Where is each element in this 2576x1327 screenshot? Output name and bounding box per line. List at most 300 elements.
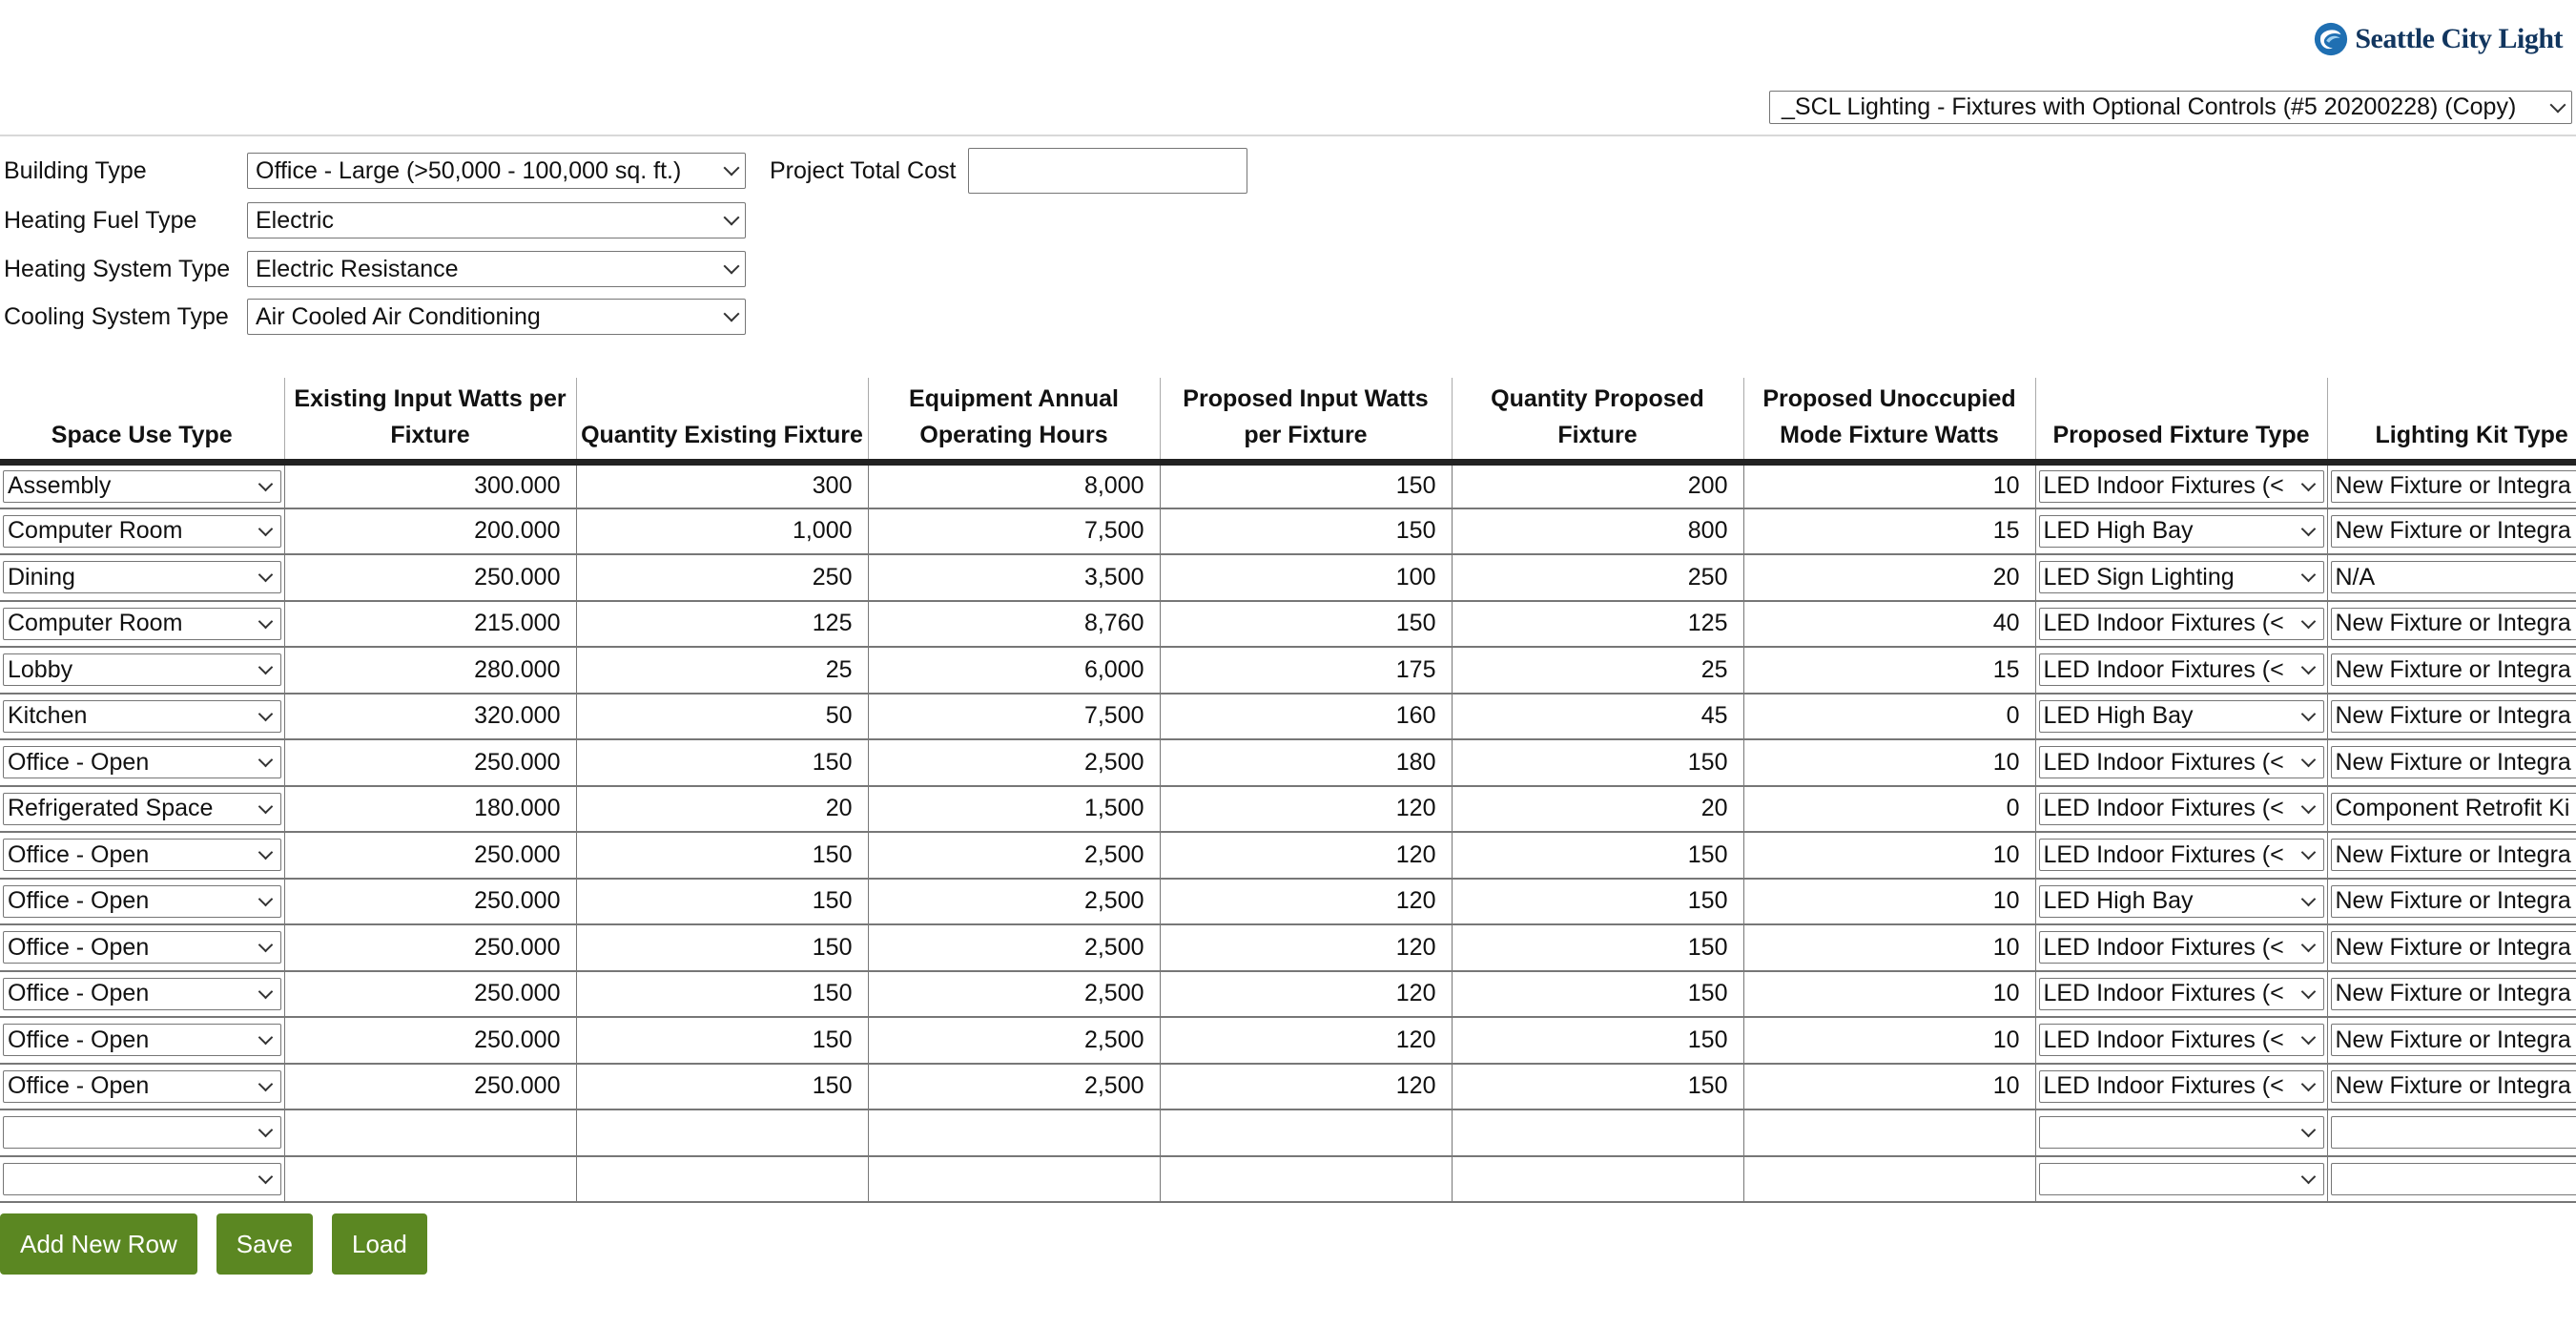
seattle-city-light-logo — [2313, 21, 2563, 57]
proposed-input-watts-cell[interactable]: 120 — [1160, 879, 1452, 925]
proposed-fixture-type-select[interactable] — [2039, 839, 2324, 871]
space-use-type-value: Office - Open — [8, 840, 150, 868]
proposed-fixture-type-select[interactable] — [2039, 1163, 2324, 1195]
column-header-proposed-input-watts: Proposed Input Watts per Fixture — [1160, 378, 1452, 462]
annual-operating-hours-cell[interactable]: 2,500 — [868, 739, 1160, 786]
chevron-down-icon — [258, 938, 273, 953]
cooling-system-type-select[interactable] — [247, 299, 746, 335]
space-use-type-value: Office - Open — [8, 1026, 150, 1053]
annual-operating-hours-cell[interactable]: 1,500 — [868, 786, 1160, 833]
chevron-down-icon — [258, 568, 273, 583]
heating-system-type-value: Electric Resistance — [256, 255, 459, 282]
existing-input-watts-cell[interactable]: 250.000 — [284, 739, 576, 786]
proposed-fixture-type-cell — [2035, 462, 2327, 508]
quantity-proposed-cell[interactable]: 125 — [1452, 601, 1743, 648]
proposed-input-watts-cell[interactable]: 150 — [1160, 508, 1452, 555]
space-use-type-cell — [0, 1017, 284, 1064]
proposed-fixture-type-value: LED Indoor Fixtures (< — [2043, 1026, 2284, 1053]
chevron-down-icon — [258, 798, 273, 814]
proposed-input-watts-cell[interactable]: 120 — [1160, 786, 1452, 833]
proposed-input-watts-cell[interactable]: 100 — [1160, 554, 1452, 601]
table-row — [0, 971, 2576, 1018]
proposed-fixture-type-select[interactable] — [2039, 653, 2324, 686]
chevron-down-icon — [2300, 476, 2316, 491]
cooling-system-type-label: Cooling System Type — [4, 302, 229, 330]
space-use-type-select[interactable] — [3, 561, 281, 593]
chevron-down-icon — [258, 476, 273, 491]
chevron-down-icon — [258, 891, 273, 906]
existing-input-watts-cell[interactable] — [284, 1109, 576, 1156]
lighting-kit-type-select[interactable] — [2331, 470, 2576, 503]
lighting-kit-type-value: New Fixture or Integra — [2335, 840, 2571, 868]
chevron-down-icon — [258, 1030, 273, 1046]
proposed-fixture-type-cell — [2035, 786, 2327, 833]
proposed-fixture-type-select[interactable] — [2039, 1070, 2324, 1103]
existing-input-watts-cell[interactable] — [284, 1156, 576, 1203]
space-use-type-select[interactable] — [3, 839, 281, 871]
lighting-kit-type-cell — [2327, 1064, 2576, 1110]
space-use-type-select[interactable] — [3, 978, 281, 1010]
quantity-proposed-cell[interactable]: 150 — [1452, 879, 1743, 925]
space-use-type-select[interactable] — [3, 931, 281, 964]
heating-fuel-type-label: Heating Fuel Type — [4, 206, 197, 234]
lighting-kit-type-cell — [2327, 647, 2576, 694]
unoccupied-mode-watts-cell[interactable]: 0 — [1743, 786, 2035, 833]
proposed-fixture-type-cell — [2035, 924, 2327, 971]
chevron-down-icon — [724, 259, 740, 275]
annual-operating-hours-cell[interactable]: 7,500 — [868, 694, 1160, 740]
space-use-type-cell — [0, 739, 284, 786]
quantity-existing-cell[interactable]: 250 — [576, 554, 868, 601]
unoccupied-mode-watts-cell[interactable]: 40 — [1743, 601, 2035, 648]
lighting-kit-type-cell — [2327, 508, 2576, 555]
proposed-fixture-type-value: LED Sign Lighting — [2043, 563, 2235, 591]
existing-input-watts-cell[interactable]: 250.000 — [284, 971, 576, 1018]
space-use-type-value: Computer Room — [8, 610, 183, 637]
unoccupied-mode-watts-cell[interactable]: 10 — [1743, 971, 2035, 1018]
lighting-kit-type-value: New Fixture or Integra — [2335, 702, 2571, 730]
space-use-type-value: Refrigerated Space — [8, 795, 214, 822]
proposed-input-watts-cell[interactable] — [1160, 1156, 1452, 1203]
heating-fuel-type-select[interactable] — [247, 202, 746, 238]
unoccupied-mode-watts-cell[interactable]: 10 — [1743, 1017, 2035, 1064]
quantity-existing-cell[interactable]: 150 — [576, 832, 868, 879]
chevron-down-icon — [2300, 568, 2316, 583]
space-use-type-cell — [0, 971, 284, 1018]
table-row — [0, 1017, 2576, 1064]
chevron-down-icon — [258, 521, 273, 536]
proposed-fixture-type-select[interactable] — [2039, 700, 2324, 733]
proposed-fixture-type-value: LED Indoor Fixtures (< — [2043, 933, 2284, 961]
heating-system-type-select[interactable] — [247, 251, 746, 287]
quantity-existing-cell[interactable]: 25 — [576, 647, 868, 694]
quantity-existing-cell[interactable]: 150 — [576, 1064, 868, 1110]
unoccupied-mode-watts-cell[interactable]: 10 — [1743, 739, 2035, 786]
annual-operating-hours-cell[interactable]: 2,500 — [868, 832, 1160, 879]
quantity-proposed-cell[interactable]: 150 — [1452, 1017, 1743, 1064]
table-row — [0, 786, 2576, 833]
template-select-value: _SCL Lighting - Fixtures with Optional Controls (#5 20200228) (Copy) — [1782, 93, 2517, 120]
quantity-existing-cell[interactable] — [576, 1156, 868, 1203]
proposed-input-watts-cell[interactable]: 160 — [1160, 694, 1452, 740]
proposed-input-watts-cell[interactable]: 120 — [1160, 971, 1452, 1018]
quantity-proposed-cell[interactable]: 20 — [1452, 786, 1743, 833]
space-use-type-cell — [0, 832, 284, 879]
existing-input-watts-cell[interactable]: 280.000 — [284, 647, 576, 694]
space-use-type-value: Office - Open — [8, 887, 150, 915]
lighting-kit-type-value: New Fixture or Integra — [2335, 748, 2571, 776]
annual-operating-hours-cell[interactable]: 2,500 — [868, 971, 1160, 1018]
proposed-fixture-type-cell — [2035, 554, 2327, 601]
quantity-existing-cell[interactable]: 150 — [576, 971, 868, 1018]
chevron-down-icon — [2300, 706, 2316, 721]
chevron-down-icon — [258, 1123, 273, 1138]
space-use-type-value: Office - Open — [8, 748, 150, 776]
proposed-fixture-type-value: LED Indoor Fixtures (< — [2043, 610, 2284, 637]
heating-system-type-label: Heating System Type — [4, 255, 231, 282]
proposed-fixture-type-value: LED Indoor Fixtures (< — [2043, 472, 2284, 499]
space-use-type-select[interactable] — [3, 1163, 281, 1195]
proposed-fixture-type-cell — [2035, 1109, 2327, 1156]
proposed-input-watts-cell[interactable]: 150 — [1160, 601, 1452, 648]
lighting-kit-type-select[interactable] — [2331, 839, 2576, 871]
lighting-kit-type-cell — [2327, 1109, 2576, 1156]
table-row — [0, 1064, 2576, 1110]
quantity-existing-cell[interactable]: 1,000 — [576, 508, 868, 555]
annual-operating-hours-cell[interactable]: 7,500 — [868, 508, 1160, 555]
proposed-fixture-type-cell — [2035, 832, 2327, 879]
lighting-kit-type-cell — [2327, 554, 2576, 601]
building-type-label: Building Type — [4, 156, 147, 184]
chevron-down-icon — [2300, 660, 2316, 675]
chevron-down-icon — [724, 160, 740, 176]
proposed-fixture-type-value: LED Indoor Fixtures (< — [2043, 748, 2284, 776]
header-divider — [0, 135, 2576, 136]
space-use-type-select[interactable] — [3, 470, 281, 503]
load-button[interactable]: Load — [332, 1213, 427, 1275]
proposed-input-watts-cell[interactable]: 120 — [1160, 1064, 1452, 1110]
existing-input-watts-cell[interactable]: 320.000 — [284, 694, 576, 740]
space-use-type-value: Assembly — [8, 472, 112, 499]
quantity-proposed-cell[interactable] — [1452, 1156, 1743, 1203]
space-use-type-cell — [0, 1064, 284, 1110]
building-type-value: Office - Large (>50,000 - 100,000 sq. ft.) — [256, 156, 682, 184]
chevron-down-icon — [2300, 613, 2316, 629]
existing-input-watts-cell[interactable]: 250.000 — [284, 879, 576, 925]
lighting-kit-type-select[interactable] — [2331, 1163, 2576, 1195]
space-use-type-value: Dining — [8, 563, 75, 591]
proposed-fixture-type-cell — [2035, 508, 2327, 555]
quantity-proposed-cell[interactable]: 25 — [1452, 647, 1743, 694]
quantity-existing-cell[interactable]: 20 — [576, 786, 868, 833]
space-use-type-select[interactable] — [3, 653, 281, 686]
proposed-input-watts-cell[interactable]: 120 — [1160, 924, 1452, 971]
space-use-type-select[interactable] — [3, 1070, 281, 1103]
annual-operating-hours-cell[interactable]: 8,000 — [868, 462, 1160, 508]
column-header-proposed-fixture-type: Proposed Fixture Type — [2035, 378, 2327, 462]
space-use-type-value: Kitchen — [8, 702, 88, 730]
space-use-type-select[interactable] — [3, 1024, 281, 1056]
proposed-fixture-type-select[interactable] — [2039, 1116, 2324, 1149]
lighting-kit-type-cell — [2327, 786, 2576, 833]
lighting-kit-type-cell — [2327, 739, 2576, 786]
lighting-kit-type-cell — [2327, 971, 2576, 1018]
proposed-fixture-type-select[interactable] — [2039, 746, 2324, 778]
proposed-fixture-type-cell — [2035, 739, 2327, 786]
chevron-down-icon — [724, 306, 740, 322]
proposed-fixture-type-select[interactable] — [2039, 931, 2324, 964]
chevron-down-icon — [2300, 984, 2316, 999]
lighting-kit-type-value: New Fixture or Integra — [2335, 517, 2571, 545]
space-use-type-select[interactable] — [3, 793, 281, 825]
space-use-type-cell — [0, 462, 284, 508]
column-header-lighting-kit-type: Lighting Kit Type — [2327, 378, 2576, 462]
annual-operating-hours-cell[interactable]: 2,500 — [868, 1017, 1160, 1064]
proposed-fixture-type-value: LED Indoor Fixtures (< — [2043, 1072, 2284, 1100]
lighting-kit-type-select[interactable] — [2331, 608, 2576, 640]
proposed-input-watts-cell[interactable]: 120 — [1160, 1017, 1452, 1064]
lighting-kit-type-select[interactable] — [2331, 793, 2576, 825]
space-use-type-value: Lobby — [8, 655, 73, 683]
unoccupied-mode-watts-cell[interactable]: 10 — [1743, 879, 2035, 925]
unoccupied-mode-watts-cell[interactable]: 10 — [1743, 832, 2035, 879]
proposed-fixture-type-value: LED High Bay — [2043, 887, 2194, 915]
proposed-fixture-type-value: LED Indoor Fixtures (< — [2043, 655, 2284, 683]
proposed-fixture-type-select[interactable] — [2039, 885, 2324, 918]
existing-input-watts-cell[interactable]: 250.000 — [284, 1017, 576, 1064]
existing-input-watts-cell[interactable]: 200.000 — [284, 508, 576, 555]
annual-operating-hours-cell[interactable]: 3,500 — [868, 554, 1160, 601]
space-use-type-select[interactable] — [3, 746, 281, 778]
existing-input-watts-cell[interactable]: 180.000 — [284, 786, 576, 833]
existing-input-watts-cell[interactable]: 250.000 — [284, 832, 576, 879]
table-row — [0, 601, 2576, 648]
lighting-kit-type-select[interactable] — [2331, 1070, 2576, 1103]
proposed-fixture-type-cell — [2035, 1017, 2327, 1064]
proposed-fixture-type-cell — [2035, 971, 2327, 1018]
annual-operating-hours-cell[interactable]: 8,760 — [868, 601, 1160, 648]
lighting-kit-type-value: New Fixture or Integra — [2335, 655, 2571, 683]
annual-operating-hours-cell[interactable] — [868, 1156, 1160, 1203]
lighting-kit-type-select[interactable] — [2331, 885, 2576, 918]
chevron-down-icon — [724, 210, 740, 226]
chevron-down-icon — [2300, 798, 2316, 814]
column-header-annual-operating-hours: Equipment Annual Operating Hours — [868, 378, 1160, 462]
quantity-proposed-cell[interactable]: 150 — [1452, 971, 1743, 1018]
proposed-fixture-type-cell — [2035, 647, 2327, 694]
chevron-down-icon — [2300, 1123, 2316, 1138]
lighting-kit-type-value: New Fixture or Integra — [2335, 472, 2571, 499]
quantity-existing-cell[interactable]: 150 — [576, 1017, 868, 1064]
heating-fuel-type-value: Electric — [256, 206, 334, 234]
unoccupied-mode-watts-cell[interactable] — [1743, 1109, 2035, 1156]
lighting-kit-type-value: New Fixture or Integra — [2335, 980, 2571, 1007]
annual-operating-hours-cell[interactable]: 6,000 — [868, 647, 1160, 694]
template-select[interactable] — [1769, 91, 2572, 124]
unoccupied-mode-watts-cell[interactable]: 15 — [1743, 508, 2035, 555]
heating-fuel-type-row — [4, 202, 746, 238]
proposed-fixture-type-select[interactable] — [2039, 978, 2324, 1010]
save-button[interactable]: Save — [216, 1213, 313, 1275]
lighting-kit-type-select[interactable] — [2331, 700, 2576, 733]
proposed-fixture-type-select[interactable] — [2039, 470, 2324, 503]
annual-operating-hours-cell[interactable]: 2,500 — [868, 924, 1160, 971]
quantity-existing-cell[interactable] — [576, 1109, 868, 1156]
space-use-type-select[interactable] — [3, 515, 281, 548]
proposed-fixture-type-select[interactable] — [2039, 793, 2324, 825]
quantity-existing-cell[interactable]: 150 — [576, 739, 868, 786]
proposed-fixture-type-value: LED Indoor Fixtures (< — [2043, 795, 2284, 822]
proposed-fixture-type-value: LED High Bay — [2043, 517, 2194, 545]
column-header-unoccupied-mode-watts: Proposed Unoccupied Mode Fixture Watts — [1743, 378, 2035, 462]
table-row — [0, 879, 2576, 925]
unoccupied-mode-watts-cell[interactable]: 10 — [1743, 462, 2035, 508]
chevron-down-icon — [2300, 891, 2316, 906]
chevron-down-icon — [2300, 1169, 2316, 1184]
quantity-proposed-cell[interactable]: 150 — [1452, 1064, 1743, 1110]
table-row — [0, 647, 2576, 694]
table-row — [0, 739, 2576, 786]
lighting-kit-type-cell — [2327, 1017, 2576, 1064]
action-buttons — [0, 1213, 427, 1275]
space-use-type-select[interactable] — [3, 700, 281, 733]
lighting-kit-type-value: New Fixture or Integra — [2335, 1026, 2571, 1053]
chevron-down-icon — [2300, 753, 2316, 768]
existing-input-watts-cell[interactable]: 300.000 — [284, 462, 576, 508]
proposed-input-watts-cell[interactable]: 180 — [1160, 739, 1452, 786]
add-new-row-button[interactable]: Add New Row — [0, 1213, 197, 1275]
space-use-type-value: Office - Open — [8, 1072, 150, 1100]
lighting-kit-type-select[interactable] — [2331, 978, 2576, 1010]
space-use-type-cell — [0, 647, 284, 694]
unoccupied-mode-watts-cell[interactable]: 15 — [1743, 647, 2035, 694]
quantity-proposed-cell[interactable]: 800 — [1452, 508, 1743, 555]
space-use-type-cell — [0, 554, 284, 601]
proposed-fixture-type-select[interactable] — [2039, 1024, 2324, 1056]
project-total-cost-input[interactable] — [968, 148, 1247, 194]
table-row — [0, 694, 2576, 740]
quantity-proposed-cell[interactable]: 150 — [1452, 832, 1743, 879]
column-header-space-use-type: Space Use Type — [0, 378, 284, 462]
lighting-kit-type-select[interactable] — [2331, 515, 2576, 548]
chevron-down-icon — [258, 984, 273, 999]
proposed-fixture-type-select[interactable] — [2039, 561, 2324, 593]
quantity-existing-cell[interactable]: 300 — [576, 462, 868, 508]
lighting-kit-type-select[interactable] — [2331, 561, 2576, 593]
lighting-kit-type-cell — [2327, 924, 2576, 971]
quantity-existing-cell[interactable]: 125 — [576, 601, 868, 648]
chevron-down-icon — [258, 1076, 273, 1091]
proposed-input-watts-cell[interactable]: 175 — [1160, 647, 1452, 694]
fixture-table — [0, 378, 2576, 1203]
quantity-existing-cell[interactable]: 150 — [576, 924, 868, 971]
proposed-input-watts-cell[interactable]: 120 — [1160, 832, 1452, 879]
space-use-type-cell — [0, 879, 284, 925]
lighting-kit-type-value: New Fixture or Integra — [2335, 933, 2571, 961]
chevron-down-icon — [2300, 1076, 2316, 1091]
quantity-existing-cell[interactable]: 150 — [576, 879, 868, 925]
lighting-kit-type-cell — [2327, 832, 2576, 879]
unoccupied-mode-watts-cell[interactable]: 10 — [1743, 924, 2035, 971]
building-type-row — [4, 148, 1247, 194]
lighting-kit-type-cell — [2327, 601, 2576, 648]
space-use-type-cell — [0, 694, 284, 740]
lighting-kit-type-select[interactable] — [2331, 746, 2576, 778]
quantity-existing-cell[interactable]: 50 — [576, 694, 868, 740]
building-type-select[interactable] — [247, 153, 746, 189]
table-row — [0, 1109, 2576, 1156]
quantity-proposed-cell[interactable]: 200 — [1452, 462, 1743, 508]
quantity-proposed-cell[interactable]: 45 — [1452, 694, 1743, 740]
chevron-down-icon — [258, 660, 273, 675]
annual-operating-hours-cell[interactable]: 2,500 — [868, 1064, 1160, 1110]
annual-operating-hours-cell[interactable] — [868, 1109, 1160, 1156]
proposed-input-watts-cell[interactable] — [1160, 1109, 1452, 1156]
unoccupied-mode-watts-cell[interactable] — [1743, 1156, 2035, 1203]
existing-input-watts-cell[interactable]: 250.000 — [284, 924, 576, 971]
column-header-quantity-existing: Quantity Existing Fixture — [576, 378, 868, 462]
space-use-type-cell — [0, 924, 284, 971]
chevron-down-icon — [2550, 96, 2566, 113]
space-use-type-cell — [0, 508, 284, 555]
lighting-kit-type-value: New Fixture or Integra — [2335, 887, 2571, 915]
lighting-kit-type-select[interactable] — [2331, 931, 2576, 964]
table-row — [0, 554, 2576, 601]
annual-operating-hours-cell[interactable]: 2,500 — [868, 879, 1160, 925]
lighting-kit-type-cell — [2327, 1156, 2576, 1203]
space-use-type-cell — [0, 1156, 284, 1203]
lighting-kit-type-value: New Fixture or Integra — [2335, 1072, 2571, 1100]
chevron-down-icon — [2300, 1030, 2316, 1046]
quantity-proposed-cell[interactable]: 250 — [1452, 554, 1743, 601]
table-row — [0, 832, 2576, 879]
chevron-down-icon — [2300, 938, 2316, 953]
table-row — [0, 924, 2576, 971]
table-header-row — [0, 378, 2576, 462]
proposed-fixture-type-select[interactable] — [2039, 608, 2324, 640]
column-header-existing-input-watts: Existing Input Watts per Fixture — [284, 378, 576, 462]
proposed-fixture-type-cell — [2035, 601, 2327, 648]
unoccupied-mode-watts-cell[interactable]: 0 — [1743, 694, 2035, 740]
lighting-kit-type-select[interactable] — [2331, 1116, 2576, 1149]
chevron-down-icon — [258, 613, 273, 629]
quantity-proposed-cell[interactable] — [1452, 1109, 1743, 1156]
existing-input-watts-cell[interactable]: 250.000 — [284, 554, 576, 601]
chevron-down-icon — [258, 1169, 273, 1184]
space-use-type-select[interactable] — [3, 885, 281, 918]
cooling-system-type-row — [4, 299, 746, 335]
space-use-type-select[interactable] — [3, 608, 281, 640]
lighting-kit-type-value: Component Retrofit Ki — [2335, 795, 2570, 822]
table-row — [0, 508, 2576, 555]
space-use-type-value: Office - Open — [8, 980, 150, 1007]
proposed-fixture-type-cell — [2035, 1064, 2327, 1110]
proposed-fixture-type-select[interactable] — [2039, 515, 2324, 548]
proposed-fixture-type-value: LED Indoor Fixtures (< — [2043, 980, 2284, 1007]
proposed-input-watts-cell[interactable]: 150 — [1160, 462, 1452, 508]
chevron-down-icon — [2300, 845, 2316, 860]
quantity-proposed-cell[interactable]: 150 — [1452, 924, 1743, 971]
lighting-kit-type-select[interactable] — [2331, 1024, 2576, 1056]
space-use-type-select[interactable] — [3, 1116, 281, 1149]
quantity-proposed-cell[interactable]: 150 — [1452, 739, 1743, 786]
unoccupied-mode-watts-cell[interactable]: 10 — [1743, 1064, 2035, 1110]
existing-input-watts-cell[interactable]: 215.000 — [284, 601, 576, 648]
lighting-kit-type-select[interactable] — [2331, 653, 2576, 686]
existing-input-watts-cell[interactable]: 250.000 — [284, 1064, 576, 1110]
unoccupied-mode-watts-cell[interactable]: 20 — [1743, 554, 2035, 601]
lighting-kit-type-cell — [2327, 694, 2576, 740]
